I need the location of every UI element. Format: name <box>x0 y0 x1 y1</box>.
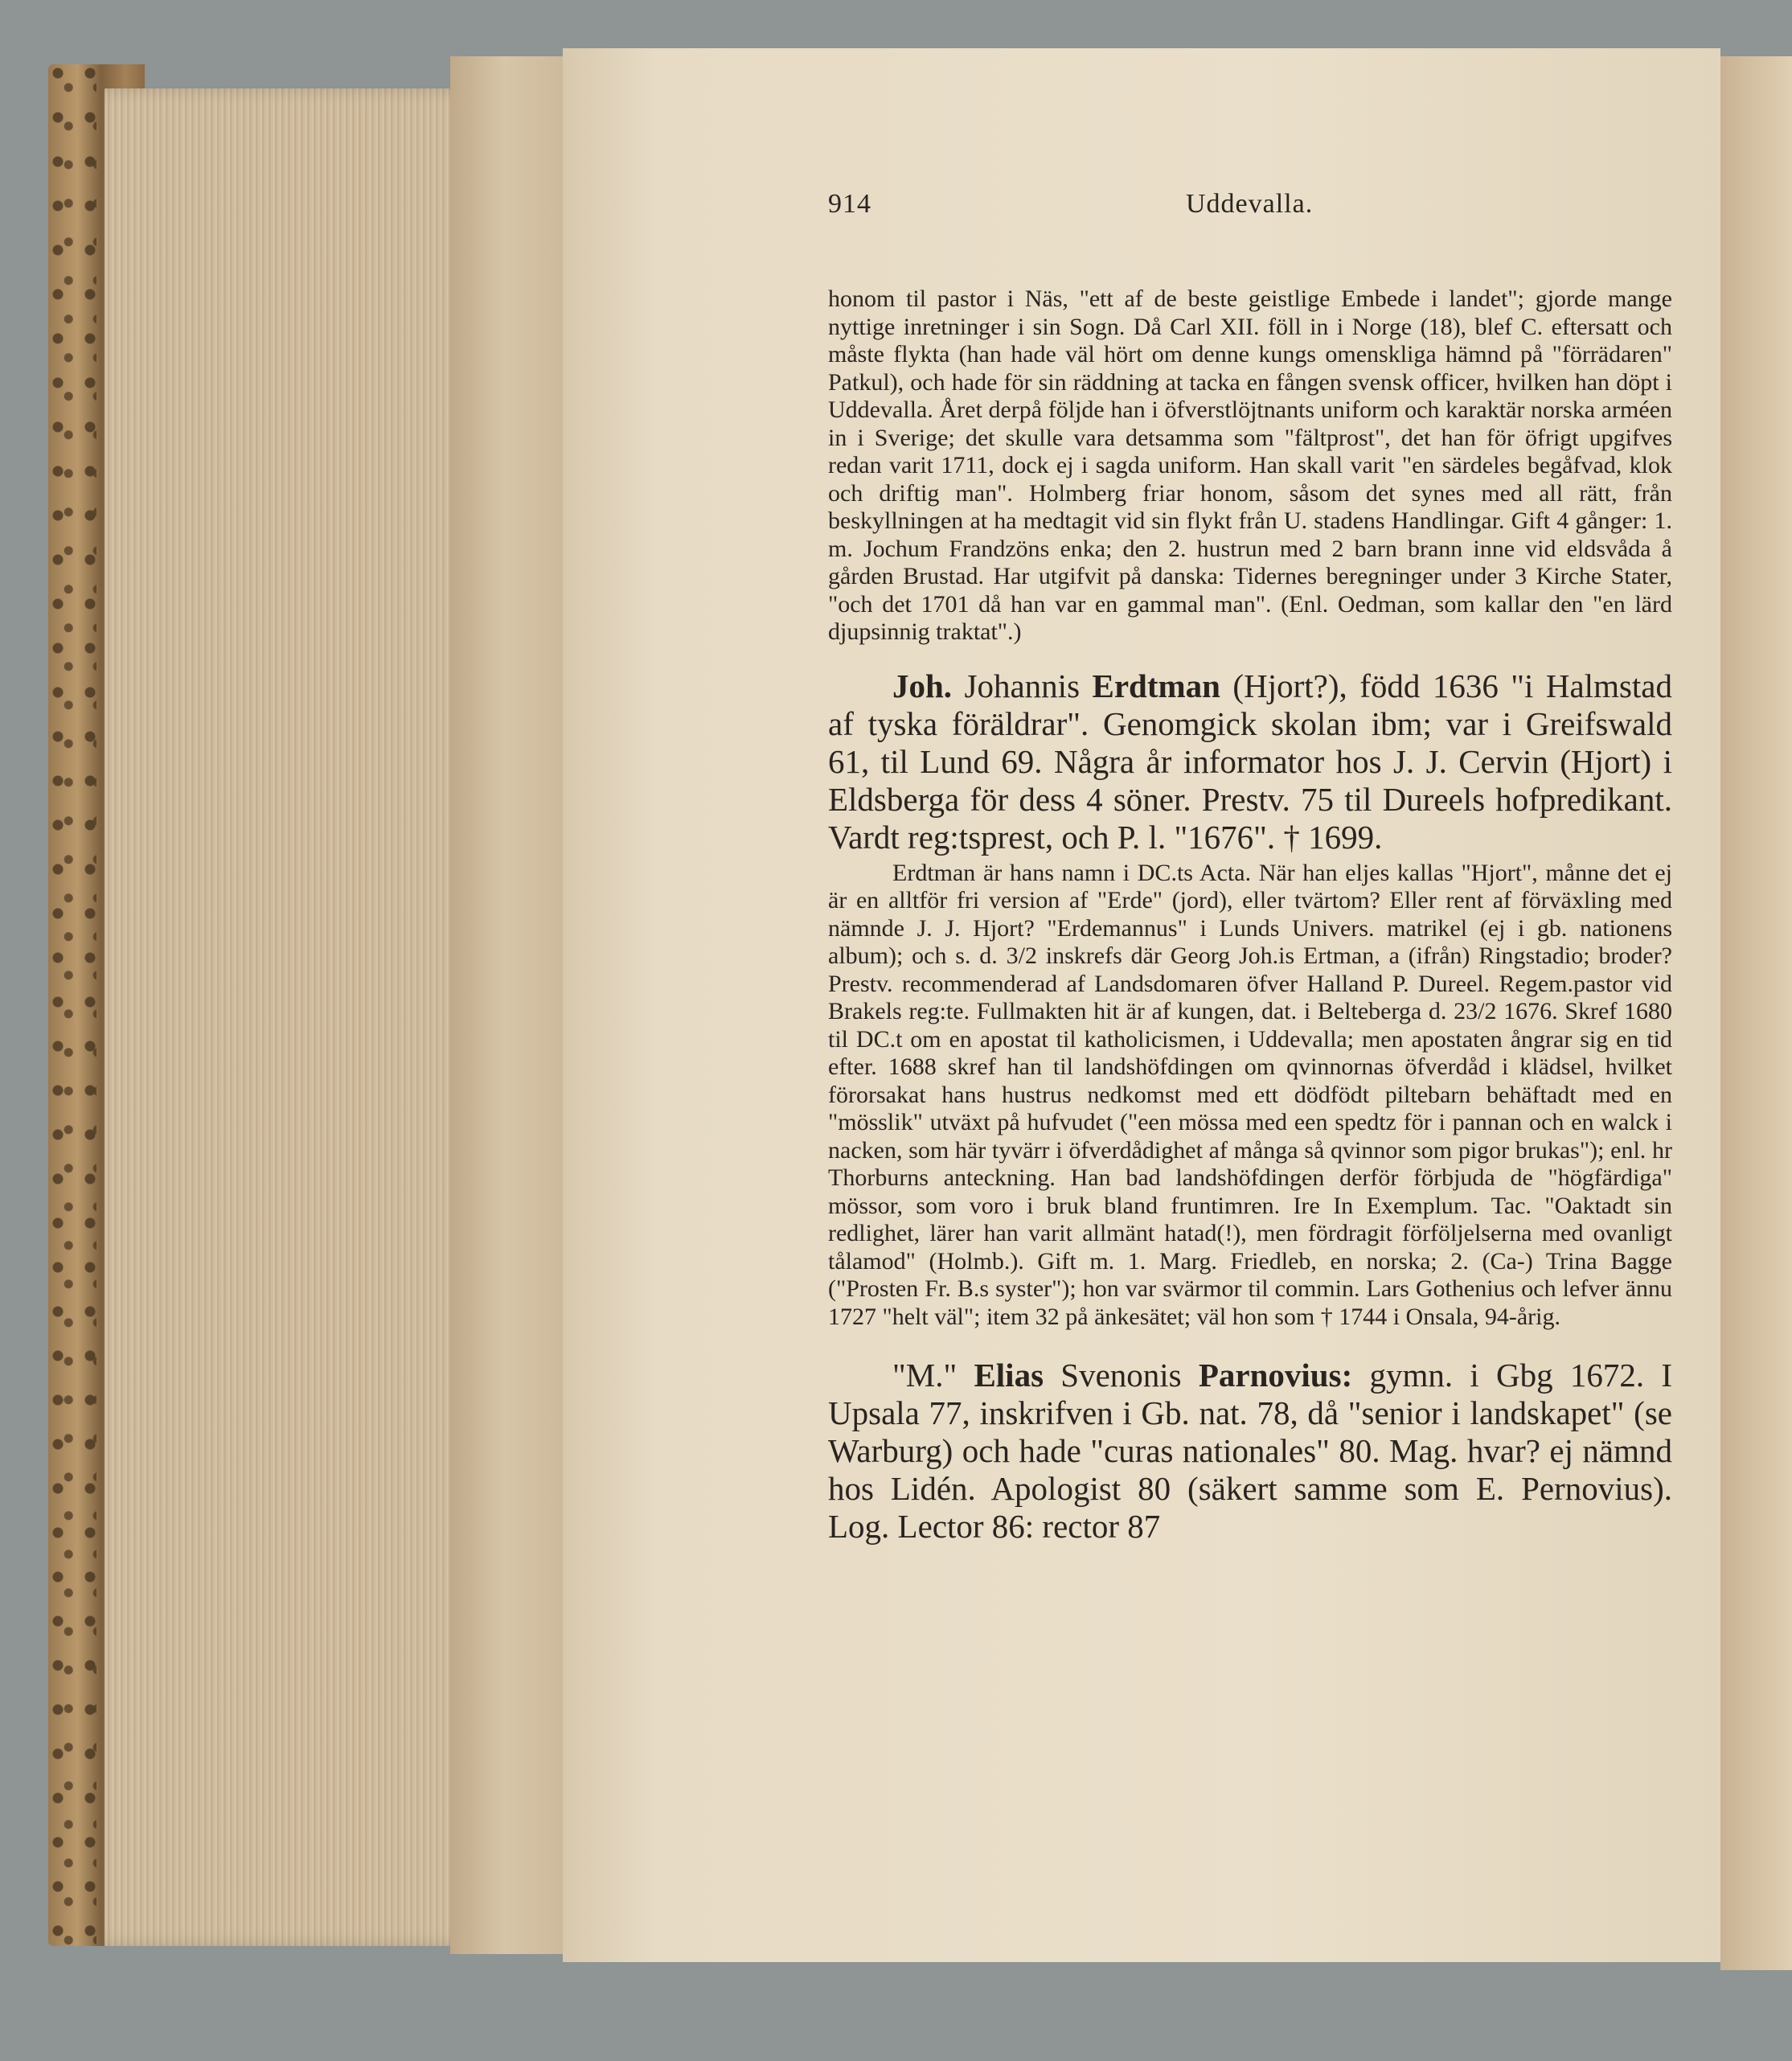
entry-continuation-text: honom til pastor i Näs, "ett af de beste geistlige Embede i landet"; gjorde mange nyttige inretninger i sin Sogn. Då Carl XII. föll in i Norge (18), blef C. eftersatt och måste flykta (han hade väl hört om denne kungs omenskliga hämnd på "förrädaren" Patkul), och hade för sin räddning at tacka en fången svensk officer, hvilken han döpt i Uddevalla. Året derpå följde han i öfverstlöjtnants uniform och karaktär norska arméen in i Sverige; det skulle vara detsamma som "fältprost", det han för öfrigt upgifves redan varit 1711, dock ej i sagda uniform. Han skall varit "en särdeles begåfvad, klok och driftig man". Holmberg friar honom, såsom det synes med all rätt, från beskyllningen at ha medtagit vid sin flykt från U. stadens Handlingar. Gift 4 gånger: 1. m. Jochum Frandzöns enka; den 2. hustrun med 2 barn brann inne vid eldsvåda å gården Brustad. Har utgifvit på danska: Tidernes beregninger under 3 Kirche Stater, "och det 1701 då han var en gammal man". (Enl. Oedman, som kallar den "en lärd djupsinnig traktat".) <box>828 285 1672 645</box>
entry-parnovius-title: "M." <box>892 1357 974 1394</box>
entry-continuation <box>828 285 1672 647</box>
entry-parnovius-surname: Parnovius: <box>1198 1357 1353 1394</box>
entry-erdtman-abbrev: Joh. <box>892 667 953 704</box>
page-stack-edges <box>105 88 474 1946</box>
entry-parnovius <box>828 1357 1672 1546</box>
entry-parnovius-body: gymn. i Gbg 1672. I Upsala 77, inskrifven i Gb. nat. 78, då "senior i landskapet" (se Warburg) och hade "curas nationales" 80. Mag. hvar? ej nämnd hos Lidén. Apologist 80 (säkert samme som E. Pernovius). Log. Lector 86: rector 87 <box>828 1357 1672 1545</box>
entry-parnovius-patronymic: Svenonis <box>1044 1357 1199 1394</box>
entry-erdtman-note <box>828 860 1672 1332</box>
page-content <box>828 189 1672 1546</box>
entry-erdtman-main <box>828 667 1672 856</box>
entry-erdtman-patronymic: Johannis <box>952 667 1093 704</box>
entry-erdtman-note-text: Erdtman är hans namn i DC.ts Acta. När han eljes kallas "Hjort", månne det ej är en alltför fri version af "Erde" (jord), eller tvärtom? Eller rent af förväxling med nämnde J. J. Hjort? "Erdemannus" i Lunds Univers. matrikel (ej i gb. nationens album); och s. d. 3/2 inskrefs där Georg Joh.is Ertman, a (ifrån) Ringstadio; broder? Prestv. recommenderad af Landsdomaren öfver Halland P. Dureel. Regem.pastor vid Brakels reg:te. Fullmakten hit är af kungen, dat. i Belteberga d. 23/2 1676. Skref 1680 til DC.t om en apostat til katholicismen, i Uddevalla; men apostaten ångrar sig en tid efter. 1688 skref han til landshöfdingen om qvinnornas öfverdåd i klädsel, hvilket förorsakat hans hustrus nedkomst med ett dödfödt piltebarn behäftadt med en "mösslik" utväxt på hufvudet ("een mössa med een spedtz för i pannan och en walck i nacken, som här tyvärr i öfverdådighet af många så qvinnor som pigor brukas"); enl. hr Thorburns anteckning. Han bad landshöfdingen derför förbjuda de "högfärdiga" mössor, som voro i bruk bland fruntimren. Ire In Exemplum. Tac. "Oaktadt sin redlighet, lärer han varit allmänt hatad(!), men fördragit förföljelserna med ovanligt tålamod" (Holmb.). Gift m. 1. Marg. Friedleb, en norska; 2. (Ca-) Trina Bagge ("Prosten Fr. B.s syster"); hon var svärmor til commin. Lars Gothenius och lefver ännu 1727 "helt väl"; item 32 på änkesätet; väl hon som † 1744 i Onsala, 94-årig. <box>828 859 1672 1330</box>
entry-erdtman-surname: Erdtman <box>1092 667 1220 704</box>
page-number: 914 <box>828 189 871 219</box>
facing-page-edge <box>1720 56 1792 1970</box>
running-head: Uddevalla. <box>1186 189 1314 219</box>
entry-erdtman-body: (Hjort?), född 1636 "i Halmstad af tyska föräldrar". Genomgick skolan ibm; var i Greifswald 61, til Lund 69. Några år informator hos J. J. Cervin (Hjort) i Eldsberga för dess 4 söner. Prestv. 75 til Dureels hofpredikant. Vardt reg:tsprest, och P. l. "1676". † 1699. <box>828 667 1673 856</box>
entry-parnovius-forename: Elias <box>974 1357 1044 1394</box>
page-header <box>828 189 1672 229</box>
entry-erdtman <box>828 667 1672 856</box>
cover-marbling <box>48 64 96 1946</box>
entry-parnovius-main <box>828 1357 1672 1546</box>
